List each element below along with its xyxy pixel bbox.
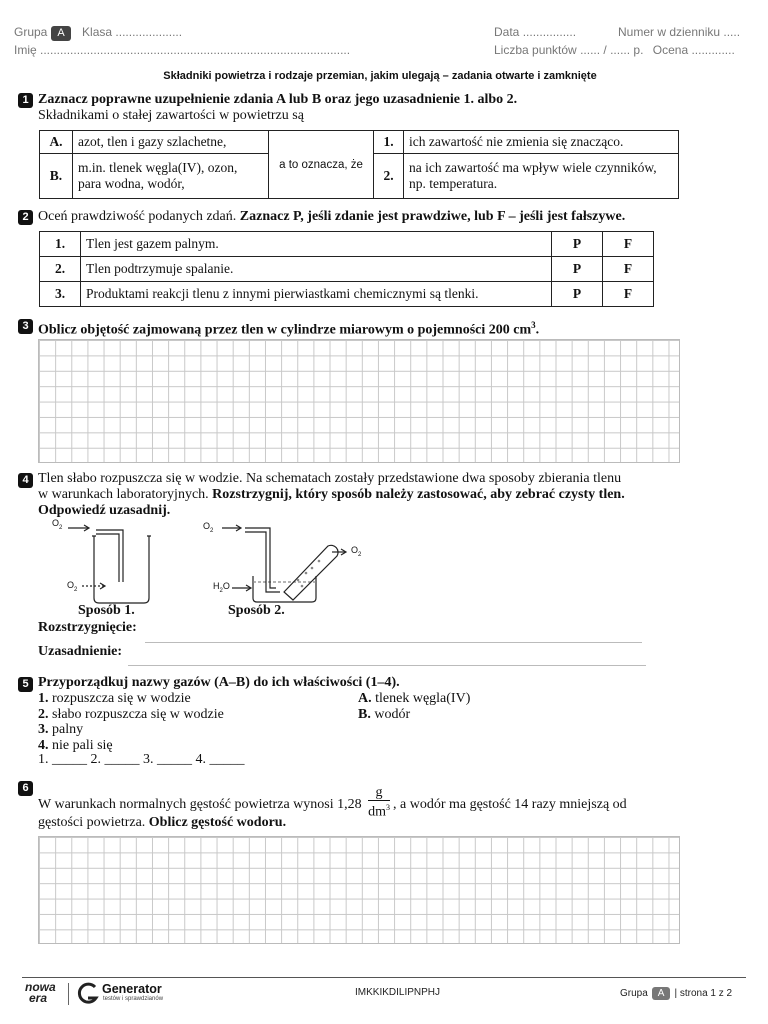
test-code: IMKKIKDILIPNPHJ — [355, 987, 441, 998]
nowa-era-logo: nowa era — [25, 980, 56, 1005]
generator-subtitle: testów i sprawdzianów — [103, 996, 164, 1002]
q3-prompt: Oblicz objętość zajmowaną przez tlen w cylindrze miarowym o pojemności 200 $cm^3$. — [38, 320, 540, 338]
question-number: 6 — [18, 781, 33, 796]
q3-answer-grid[interactable] — [38, 339, 680, 463]
o2-label: $O_2$ — [351, 545, 362, 558]
method-1-label: Sposób 1. — [78, 603, 135, 618]
generator-title: Generator — [102, 982, 162, 996]
q1-prompt: Zaznacz poprawne uzupełnienie zdania A lub B oraz jego uzasadnienie 1. albo 2. — [38, 92, 518, 107]
statement-text: Tlen jest gazem palnym. — [81, 232, 552, 257]
gas-item: A. tlenek węgla(IV) — [358, 691, 471, 706]
option-b-label[interactable]: B. — [40, 154, 73, 199]
points-field: Liczba punktów ...... / ...... p. Ocena ............. — [494, 43, 735, 57]
property-item: 4. nie pali się — [38, 738, 113, 754]
o2-label: $O_2$ — [203, 521, 214, 534]
question-number: 5 — [18, 677, 33, 692]
q6-line-2: gęstości powietrza. Oblicz gęstość wodoru. — [38, 815, 287, 830]
property-item: 3. palny — [38, 722, 84, 738]
name-field: Imię ............................................................................................. — [14, 43, 351, 57]
q6-line-1: W warunkach normalnych gęstość powietrza wynosi 1,28 $\frac{g}{dm^3}$ , a wodór ma gęstość 14 razy mniejszą od — [38, 785, 627, 820]
row-number: 3. — [40, 282, 81, 307]
false-option[interactable]: F — [603, 257, 654, 282]
q2-row — [40, 232, 654, 257]
inverted-test-tube — [284, 545, 338, 600]
method-2-label: Sposób 2. — [228, 603, 285, 618]
q2-row — [40, 282, 654, 307]
option-2-label[interactable]: 2. — [374, 154, 404, 199]
row-number: 2. — [40, 257, 81, 282]
option-a-text[interactable]: azot, tlen i gazy szlachetne, — [73, 131, 269, 154]
row-number: 1. — [40, 232, 81, 257]
property-item: 2. słabo rozpuszcza się w wodzie — [38, 706, 224, 722]
h2o-label: $H_2O$ — [213, 581, 230, 594]
false-option[interactable]: F — [603, 282, 654, 307]
false-option[interactable]: F — [603, 232, 654, 257]
beaker-1 — [94, 536, 149, 603]
page-info: Grupa A | strona 1 z 2 — [620, 988, 733, 999]
true-option[interactable]: P — [552, 232, 603, 257]
q5-properties-list — [38, 691, 224, 754]
option-a-label[interactable]: A. — [40, 131, 73, 154]
trough — [253, 576, 316, 602]
q1-connector: a to oznacza, że — [269, 131, 374, 199]
decision-answer-line[interactable] — [145, 642, 642, 643]
q5-gases-list — [358, 691, 470, 722]
o2-label: $O_2$ — [52, 518, 63, 531]
option-b-text[interactable]: m.in. tlenek węgla(IV), ozon, para wodna, wodór, — [73, 154, 269, 199]
q4-line-2: w warunkach laboratoryjnych. Rozstrzygnij, który sposób należy zastosować, aby zebrać czysty tlen. — [38, 487, 625, 502]
q4-line-1: Tlen słabo rozpuszcza się w wodzie. Na schematach zostały przedstawione dwa sposoby zbierania tlenu — [38, 471, 622, 486]
q6-answer-grid[interactable] — [38, 836, 680, 944]
q2-row — [40, 257, 654, 282]
justification-label: Uzasadnienie: — [38, 644, 122, 659]
density-unit-fraction: $\frac{g}{dm^3}$ — [368, 785, 390, 820]
question-number: 4 — [18, 473, 33, 488]
option-1-text[interactable]: ich zawartość nie zmienia się znacząco. — [404, 131, 679, 154]
decision-label: Rozstrzygnięcie: — [38, 620, 137, 635]
q2-prompt: Oceń prawdziwość podanych zdań. Zaznacz P, jeśli zdanie jest prawdziwe, lub F – jeśli jest fałszywe. — [38, 209, 626, 224]
footer-divider — [22, 977, 746, 978]
statement-text: Produktami reakcji tlenu z innymi pierwiastkami chemicznymi są tlenki. — [81, 282, 552, 307]
question-number: 3 — [18, 319, 33, 334]
q5-prompt: Przyporządkuj nazwy gazów (A–B) do ich właściwości (1–4). — [38, 675, 400, 690]
true-option[interactable]: P — [552, 257, 603, 282]
q1-intro: Składnikami o stałej zawartości w powietrzu są — [38, 108, 304, 123]
diary-number-field: Numer w dzienniku ..... — [618, 25, 741, 39]
q2-table — [39, 231, 654, 307]
group-badge: A — [51, 26, 70, 41]
group-field: Grupa A Klasa .................... — [14, 25, 183, 39]
date-field: Data ................ — [494, 25, 577, 39]
q4-line-3: Odpowiedź uzasadnij. — [38, 503, 171, 518]
delivery-tube-1 — [96, 530, 123, 582]
question-number: 1 — [18, 93, 33, 108]
o2-label: $O_2$ — [67, 580, 78, 593]
option-1-label[interactable]: 1. — [374, 131, 404, 154]
true-option[interactable]: P — [552, 282, 603, 307]
q1-table — [39, 130, 679, 199]
generator-logo-icon — [77, 982, 99, 1006]
page-title: Składniki powietrza i rodzaje przemian, jakim ulegają – zadania otwarte i zamknięte — [163, 70, 597, 82]
justification-answer-line[interactable] — [128, 665, 646, 666]
q5-answer-blanks[interactable]: 1. _____ 2. _____ 3. _____ 4. _____ — [38, 752, 245, 767]
statement-text: Tlen podtrzymuje spalanie. — [81, 257, 552, 282]
option-2-text[interactable]: na ich zawartość ma wpływ wiele czynników, np. temperatura. — [404, 154, 679, 199]
gas-item: B. wodór — [358, 706, 411, 722]
question-number: 2 — [18, 210, 33, 225]
property-item: 1. rozpuszcza się w wodzie — [38, 691, 191, 706]
